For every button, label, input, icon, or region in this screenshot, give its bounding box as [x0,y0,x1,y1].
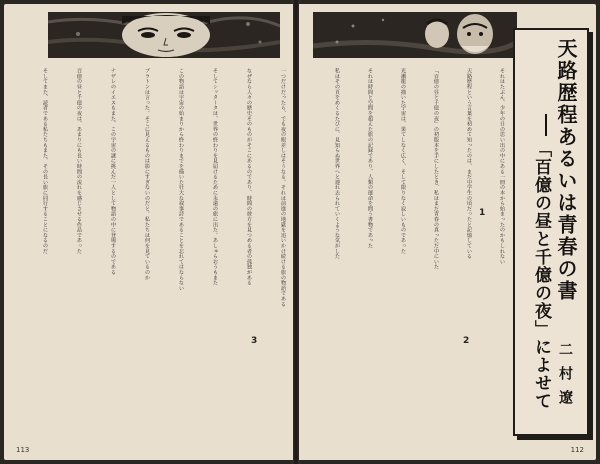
face-illustration [48,12,280,58]
text-column: そしてまた、読者である私たちもまた、その長い旅に同行することになるのだ [42,68,48,254]
text-column: なぜなら人々の歴史そのものがそこにあるのであり、時間の彼方を見つめる者の孤独がある [246,68,252,286]
section-number: 3 [251,336,258,346]
right-body-text [307,68,505,440]
author-name: 二村遼 [557,342,573,414]
text-column: 私はその頁をめくるたびに、見知らぬ世界へと連れ去られていくような気がした [334,68,340,259]
figures-illustration [313,12,517,58]
text-column: それはたぶん、少年の日の思い出の中にある一冊の本から始まったのかもしれない [499,68,505,265]
title-dash [545,114,547,136]
left-body-text [18,68,286,440]
text-column: 百億の昼と千億の夜は、あまりにも長い時間の流れを感じさせる作品であった [76,68,82,254]
page-number: 112 [570,446,584,454]
text-column: プラトンは言った。そこに見えるものは影にすぎないのだと。私たちは何を見ているのか [144,68,150,280]
article-title: 天路歴程あるいは青春の書 [554,38,578,302]
text-column: そしてシッタータは、世界の終わりを見届けるために永遠の旅に出た。あしゅらおうもまた [212,68,218,286]
face-illustration-art [48,12,280,58]
text-column: この物語は宇宙の始まりから終わりまでを描いた壮大な叙事詩であることを忘れてはならない [178,68,184,291]
text-column: それは時間と空間を超えた旅の記録であり、人類の運命を問う書物であった [367,68,373,249]
article-subtitle: 「百億の昼と千億の夜」によせて [531,140,551,410]
title-box [513,28,589,436]
text-column: 天路歴程という言葉を初めて知ったのは、まだ中学生の頃だったと記憶している [466,68,472,259]
text-column: 『百億の昼と千億の夜』の初版本を手にしたとき、私はまだ青春の真っただ中にいた [433,68,439,270]
figures-illustration-art [313,12,517,58]
section-number: 1 [479,208,486,218]
page-number: 113 [16,446,30,454]
text-column: 一つだけだったら、でも夜の眼差しはそうなる。それは前進の地獄を追いかけ続ける旅の物語である [280,68,286,307]
left-page [4,4,293,460]
right-page [299,4,596,460]
text-column: ナザレのイエスもまた、この宇宙の謎に挑んだ一人として物語の中に登場するのである [110,68,116,275]
section-number: 2 [463,336,470,346]
text-column: 光瀬龍の描いた宇宙は、果てしなく広く、そして限りなく寂しいものであった [400,68,406,254]
